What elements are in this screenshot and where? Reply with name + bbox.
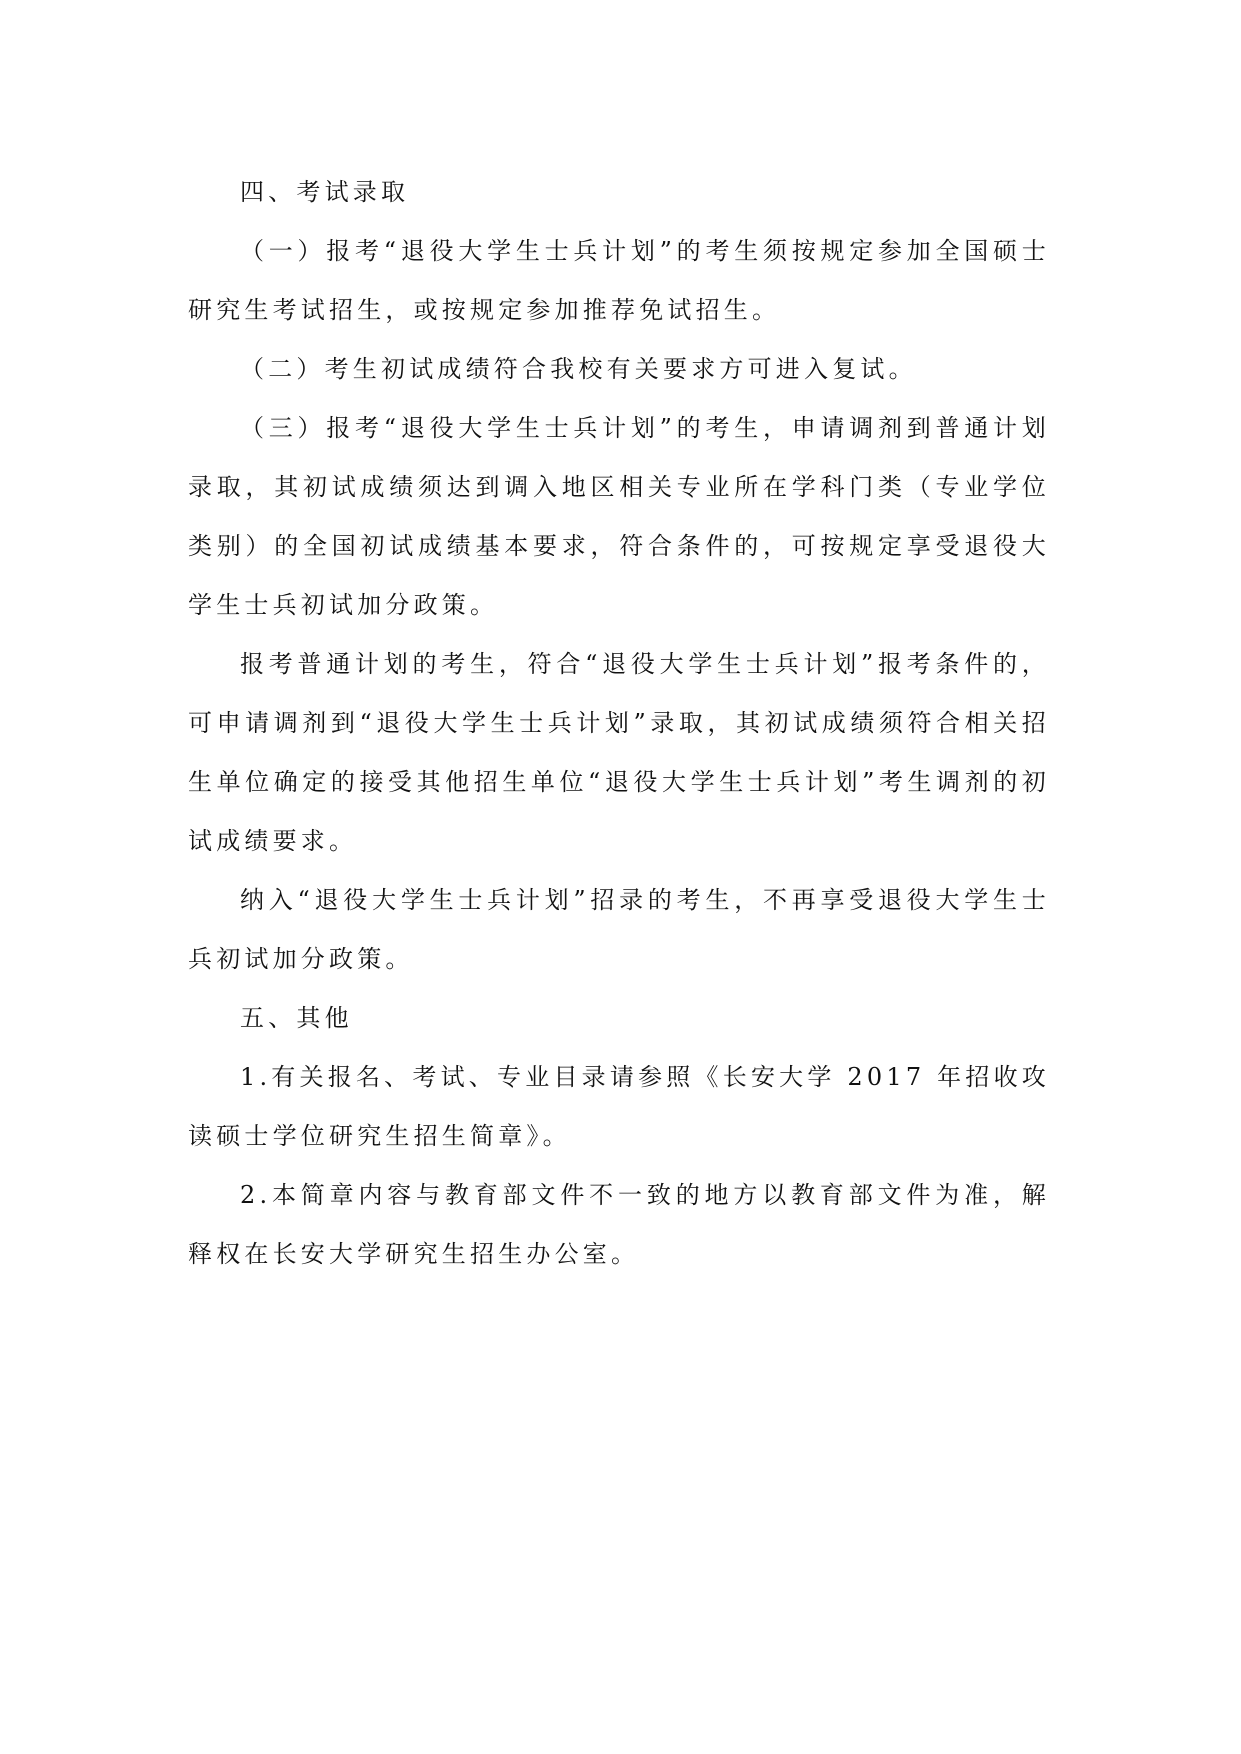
- paragraph-retest-requirement: （二）考生初试成绩符合我校有关要求方可进入复试。: [240, 355, 917, 383]
- paragraph-interpretation-right: 2.本简章内容与教育部文件不一致的地方以教育部文件为准，解释权在长安大学研究生招生办公室。: [188, 1181, 1050, 1268]
- section-heading-admission: 四、考试录取: [240, 178, 410, 206]
- paragraph-reference-brochure: 1.有关报名、考试、专业目录请参照《长安大学 2017 年招收攻读硕士学位研究生招生简章》。: [188, 1063, 1050, 1150]
- paragraph-exam-requirement: （一）报考“退役大学生士兵计划”的考生须按规定参加全国硕士研究生考试招生，或按规定参加推荐免试招生。: [188, 237, 1050, 324]
- paragraph-adjustment-to-general-plan: （三）报考“退役大学生士兵计划”的考生，申请调剂到普通计划录取，其初试成绩须达到调入地区相关专业所在学科门类（专业学位类别）的全国初试成绩基本要求，符合条件的，可按规定享受退役大学生士兵初试加分政策。: [188, 414, 1050, 619]
- paragraph-adjustment-to-soldier-plan: 报考普通计划的考生，符合“退役大学生士兵计划”报考条件的，可申请调剂到“退役大学生士兵计划”录取，其初试成绩须符合相关招生单位确定的接受其他招生单位“退役大学生士兵计划”考生调剂的初试成绩要求。: [188, 650, 1050, 855]
- document-body: [188, 163, 1050, 1284]
- paragraph-no-bonus-policy: 纳入“退役大学生士兵计划”招录的考生，不再享受退役大学生士兵初试加分政策。: [188, 886, 1050, 973]
- section-heading-other: 五、其他: [240, 1004, 353, 1032]
